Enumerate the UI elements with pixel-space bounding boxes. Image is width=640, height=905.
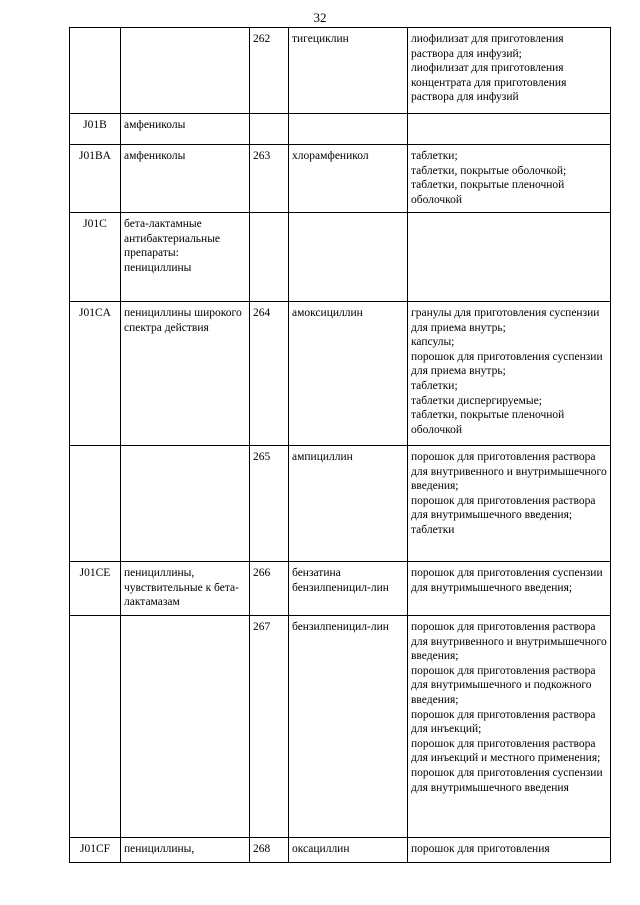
dosage-form-line: таблетки; — [411, 379, 458, 392]
dosage-form-line: порошок для приготовления суспензии для внутримышечного введения — [411, 766, 603, 794]
group-cell: пенициллины широкого спектра действия — [121, 302, 250, 446]
dosage-forms-cell — [408, 213, 611, 302]
dosage-form-line: порошок для приготовления раствора для внутривенного и внутримышечного введения; — [411, 621, 607, 663]
table-body — [70, 28, 611, 863]
atc-code-cell — [70, 28, 121, 114]
dosage-form-line: таблетки, покрытые оболочкой; — [411, 164, 567, 177]
drug-name-cell: ампициллин — [289, 446, 408, 562]
atc-code-cell: J01CE — [70, 562, 121, 616]
drug-name-cell: оксациллин — [289, 838, 408, 863]
atc-code-cell: J01BA — [70, 145, 121, 213]
group-cell: амфениколы — [121, 145, 250, 213]
dosage-form-line: таблетки, покрытые пленочной оболочкой — [411, 409, 565, 436]
dosage-form-line: порошок для приготовления раствора для внутримышечного и подкожного введения; — [411, 664, 596, 706]
drug-name-cell: амоксициллин — [289, 302, 408, 446]
dosage-form-line: гранулы для приготовления суспензии для приема внутрь; — [411, 307, 600, 334]
drug-name-cell: бензатина бензилпеницил-лин — [289, 562, 408, 616]
number-cell: 265 — [250, 446, 289, 562]
dosage-forms-cell — [408, 446, 611, 562]
dosage-form-line: порошок для приготовления раствора для внутримышечного введения; — [411, 494, 596, 522]
table-row — [70, 616, 611, 838]
dosage-form-line: лиофилизат для приготовления концентрата для приготовления раствора для инфузий — [411, 62, 567, 104]
drug-table — [69, 27, 611, 863]
table-row — [70, 838, 611, 863]
dosage-form-line: лиофилизат для приготовления раствора для инфузий; — [411, 33, 564, 60]
atc-code-cell — [70, 446, 121, 562]
number-cell: 267 — [250, 616, 289, 838]
dosage-form-line: таблетки, покрытые пленочной оболочкой — [411, 179, 565, 206]
table-row — [70, 302, 611, 446]
drug-name-cell — [289, 213, 408, 302]
atc-code-cell: J01CA — [70, 302, 121, 446]
group-cell — [121, 28, 250, 114]
dosage-form-line: порошок для приготовления — [411, 843, 550, 855]
atc-code-cell — [70, 616, 121, 838]
dosage-forms-cell — [408, 145, 611, 213]
table-row — [70, 446, 611, 562]
group-cell: пенициллины, — [121, 838, 250, 863]
dosage-form-line: порошок для приготовления раствора для внутривенного и внутримышечного введения; — [411, 451, 607, 493]
dosage-form-line: порошок для приготовления суспензии для приема внутрь; — [411, 350, 603, 378]
dosage-forms-cell — [408, 302, 611, 446]
dosage-forms-cell — [408, 838, 611, 863]
dosage-forms-cell — [408, 28, 611, 114]
dosage-form-line: таблетки — [411, 523, 455, 536]
dosage-form-line: капсулы; — [411, 336, 455, 349]
table-row — [70, 28, 611, 114]
group-cell — [121, 616, 250, 838]
dosage-form-line: таблетки диспергируемые; — [411, 394, 542, 407]
dosage-form-line: таблетки; — [411, 150, 458, 162]
group-cell: амфениколы — [121, 114, 250, 145]
atc-code-cell: J01CF — [70, 838, 121, 863]
number-cell: 268 — [250, 838, 289, 863]
number-cell: 266 — [250, 562, 289, 616]
dosage-forms-cell — [408, 562, 611, 616]
number-cell — [250, 114, 289, 145]
drug-name-cell: тигециклин — [289, 28, 408, 114]
table-row — [70, 213, 611, 302]
page-number: 32 — [313, 10, 327, 25]
group-cell: бета-лактамные антибактериальные препараты: пенициллины — [121, 213, 250, 302]
dosage-forms-cell — [408, 616, 611, 838]
number-cell — [250, 213, 289, 302]
table-row — [70, 145, 611, 213]
table-row — [70, 562, 611, 616]
drug-name-cell: бензилпеницил-лин — [289, 616, 408, 838]
number-cell: 263 — [250, 145, 289, 213]
number-cell: 262 — [250, 28, 289, 114]
dosage-form-line: порошок для приготовления раствора для инъекций; — [411, 708, 596, 736]
group-cell — [121, 446, 250, 562]
drug-name-cell — [289, 114, 408, 145]
atc-code-cell: J01C — [70, 213, 121, 302]
dosage-forms-cell — [408, 114, 611, 145]
atc-code-cell: J01B — [70, 114, 121, 145]
dosage-form-line: порошок для приготовления раствора для инъекций и местного применения; — [411, 737, 601, 765]
drug-name-cell: хлорамфеникол — [289, 145, 408, 213]
number-cell: 264 — [250, 302, 289, 446]
dosage-form-line: порошок для приготовления суспензии для внутримышечного введения; — [411, 567, 603, 594]
table-row — [70, 114, 611, 145]
group-cell: пенициллины, чувствительные к бета-лактамазам — [121, 562, 250, 616]
